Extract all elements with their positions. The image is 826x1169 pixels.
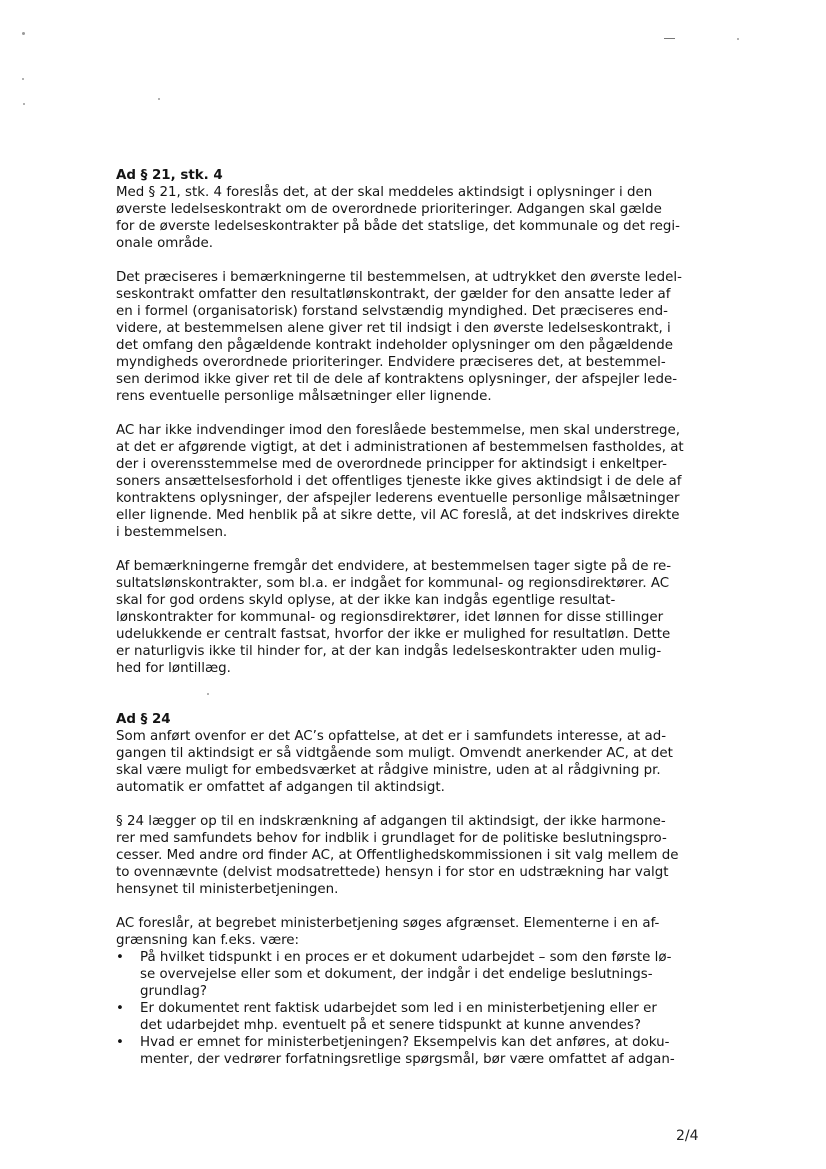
text-line: er naturligvis ikke til hinder for, at der kan indgås ledelseskontrakter uden mulig- xyxy=(116,644,662,659)
paragraph xyxy=(116,915,710,949)
bullet-list xyxy=(116,949,710,1068)
text-line: automatik er omfattet af adgangen til aktindsigt. xyxy=(116,780,445,795)
text-line: onale område. xyxy=(116,236,214,251)
paragraph xyxy=(116,728,710,796)
text-line: at det er afgørende vigtigt, at det i administrationen af bestemmelsen fastholdes, at xyxy=(116,440,684,455)
text-line: Er dokumentet rent faktisk udarbejdet som led i en ministerbetjening eller er xyxy=(140,1001,657,1016)
text-line: Af bemærkningerne fremgår det endvidere, at bestemmelsen tager sigte på de re- xyxy=(116,559,672,574)
section-heading: Ad § 21, stk. 4 xyxy=(116,168,223,183)
list-item xyxy=(116,949,710,1000)
text-line: se overvejelse eller som et dokument, der indgår i det endelige beslutnings- xyxy=(140,967,653,982)
text-line: AC foreslår, at begrebet ministerbetjening søges afgrænset. Elementerne i en af- xyxy=(116,916,660,931)
text-line: for de øverste ledelseskontrakter på både det statslige, det kommunale og det regi- xyxy=(116,219,680,234)
text-line: seskontrakt omfatter den resultatlønskontrakt, der gælder for den ansatte leder af xyxy=(116,287,671,302)
scan-speck xyxy=(23,103,25,105)
scan-speck xyxy=(737,38,739,40)
text-line: Med § 21, stk. 4 foreslås det, at der skal meddeles aktindsigt i oplysninger i den xyxy=(116,185,653,200)
text-line: sultatslønskontrakter, som bl.a. er indgået for kommunal- og regionsdirektører. AC xyxy=(116,576,670,591)
text-line: § 24 lægger op til en indskrænkning af adgangen til aktindsigt, der ikke harmone- xyxy=(116,814,666,829)
text-line: Det præciseres i bemærkningerne til bestemmelsen, at udtrykket den øverste ledel- xyxy=(116,270,682,285)
text-line: sen derimod ikke giver ret til de dele af kontraktens oplysninger, der afspejler lede- xyxy=(116,372,678,387)
list-item xyxy=(116,1000,710,1034)
text-line: en i formel (organisatorisk) forstand selvstændig myndighed. Det præciseres end- xyxy=(116,304,669,319)
section-21-stk-4 xyxy=(116,167,710,677)
section-24 xyxy=(116,711,710,1068)
text-line: cesser. Med andre ord finder AC, at Offentlighedskommissionen i sit valg mellem de xyxy=(116,848,679,863)
text-line: soners ansættelsesforhold i det offentliges tjeneste ikke gives aktindsigt i de dele af xyxy=(116,474,682,489)
text-line: grænsning kan f.eks. være: xyxy=(116,933,300,948)
text-line: AC har ikke indvendinger imod den foreslåede bestemmelse, men skal understrege, xyxy=(116,423,681,438)
list-item xyxy=(116,1034,710,1068)
text-line: skal være muligt for embedsværket at rådgive ministre, uden at al rådgivning pr. xyxy=(116,763,661,778)
scan-dash xyxy=(664,38,675,39)
text-line: Hvad er emnet for ministerbetjeningen? Eksempelvis kan det anføres, at doku- xyxy=(140,1035,670,1050)
text-line: rer med samfundets behov for indblik i grundlaget for de politiske beslutningspro- xyxy=(116,831,667,846)
text-line: hed for løntillæg. xyxy=(116,661,231,676)
text-line: øverste ledelseskontrakt om de overordnede prioriteringer. Adgangen skal gælde xyxy=(116,202,662,217)
text-line: lønskontrakter for kommunal- og regionsdirektører, idet lønnen for disse stillinger xyxy=(116,610,664,625)
text-line: gangen til aktindsigt er så vidtgående som muligt. Omvendt anerkender AC, at det xyxy=(116,746,673,761)
text-line: Som anført ovenfor er det AC’s opfattelse, at det er i samfundets interesse, at ad- xyxy=(116,729,667,744)
text-line: skal for god ordens skyld oplyse, at der ikke kan indgås egentlige resultat- xyxy=(116,593,616,608)
text-line: kontraktens oplysninger, der afspejler lederens eventuelle personlige målsætninger xyxy=(116,491,680,506)
section-heading: Ad § 24 xyxy=(116,712,171,727)
text-line: myndigheds overordnede prioriteringer. Endvidere præciseres det, at bestemmel- xyxy=(116,355,666,370)
text-line: grundlag? xyxy=(140,984,208,999)
text-line: der i overensstemmelse med de overordnede principper for aktindsigt i enkeltper- xyxy=(116,457,668,472)
paragraph xyxy=(116,813,710,898)
paragraph xyxy=(116,184,710,252)
text-line: rens eventuelle personlige målsætninger eller lignende. xyxy=(116,389,492,404)
text-line: menter, der vedrører forfatningsretlige spørgsmål, bør være omfattet af adgan- xyxy=(140,1052,675,1067)
document-body xyxy=(116,167,710,1068)
scan-speck xyxy=(22,32,25,35)
scan-speck xyxy=(158,98,160,100)
text-line: videre, at bestemmelsen alene giver ret til indsigt i den øverste ledelseskontrakt, i xyxy=(116,321,671,336)
text-line: eller lignende. Med henblik på at sikre dette, vil AC foreslå, at det indskrives direkte xyxy=(116,508,680,523)
text-line: to ovennævnte (delvist modsatrettede) hensyn i for stor en udstrækning har valgt xyxy=(116,865,669,880)
page-number: 2/4 xyxy=(676,1128,699,1144)
scan-speck xyxy=(22,78,24,80)
paragraph xyxy=(116,558,710,677)
text-line: det udarbejdet mhp. eventuelt på et senere tidspunkt at kunne anvendes? xyxy=(140,1018,641,1033)
text-line: det omfang den pågældende kontrakt indeholder oplysninger om den pågældende xyxy=(116,338,673,353)
text-line: hensynet til ministerbetjeningen. xyxy=(116,882,339,897)
text-line: udelukkende er centralt fastsat, hvorfor der ikke er mulighed for resultatløn. Dette xyxy=(116,627,671,642)
text-line: i bestemmelsen. xyxy=(116,525,228,540)
paragraph xyxy=(116,422,710,541)
paragraph xyxy=(116,269,710,405)
text-line: På hvilket tidspunkt i en proces er et dokument udarbejdet – som den første lø- xyxy=(140,950,672,965)
